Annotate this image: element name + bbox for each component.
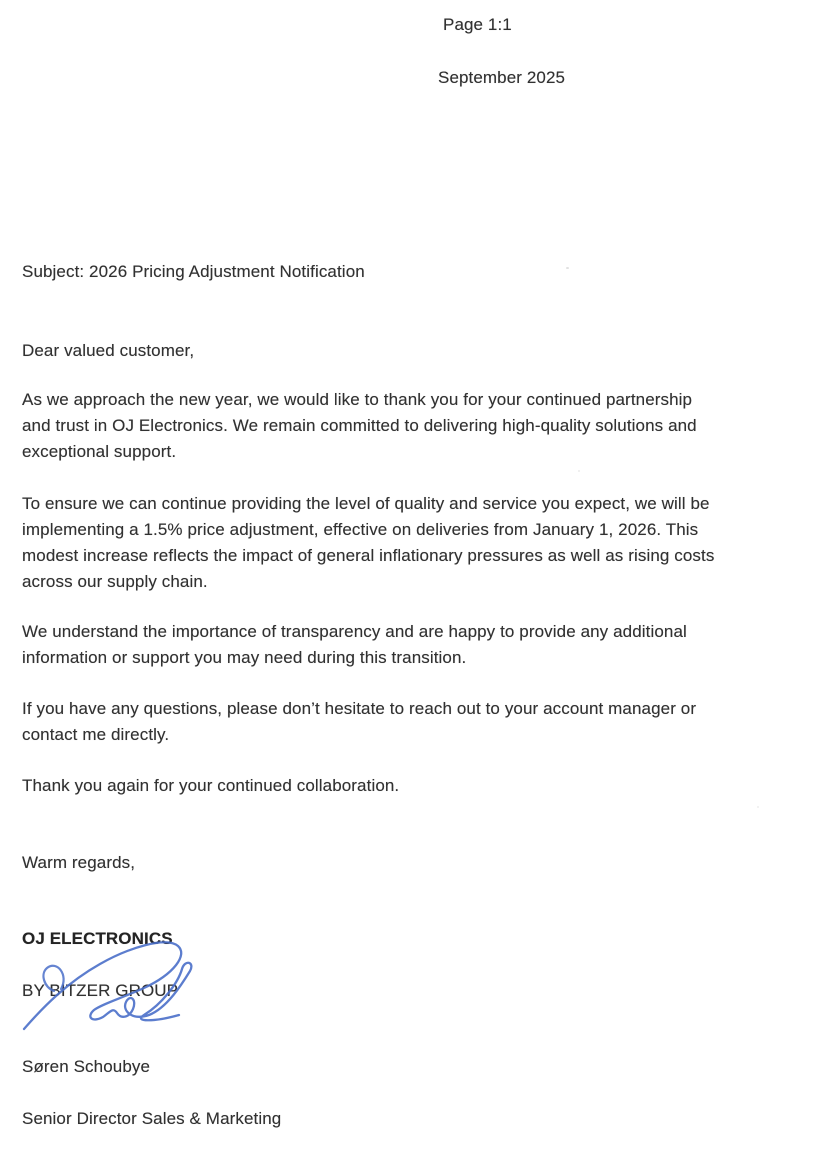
paragraph-questions: If you have any questions, please don’t hesitate to reach out to your account manager or contact me directly. (22, 699, 697, 744)
paragraph-transparency: We understand the importance of transparency and are happy to provide any additional information or support you may need during this transition. (22, 622, 687, 667)
letter-date: September 2025 (438, 68, 566, 87)
paragraph-price-adjustment: To ensure we can continue providing the level of quality and service you expect, we will be implementing a 1.5% price adjustment, effective on deliveries from January 1, 2026. This modest increase reflects the impact of general inflationary pressures as well as rising costs across our supply chain. (22, 494, 715, 591)
signature-curl-stroke (43, 966, 63, 991)
scan-artifact-speck (578, 470, 580, 472)
signer-title: Senior Director Sales & Marketing (22, 1109, 282, 1128)
page-indicator: Page 1:1 (443, 15, 512, 34)
paragraph-thanks: Thank you again for your continued collaboration. (22, 776, 400, 795)
scan-artifact-speck (566, 267, 569, 269)
paragraph-partnership: As we approach the new year, we would like to thank you for your continued partnership and trust in OJ Electronics. We remain committed to delivering high-quality solutions and exceptional support. (22, 390, 697, 461)
signer-block (22, 1028, 806, 1158)
company-subline: BY BITZER GROUP (22, 981, 179, 1000)
signer-name: Søren Schoubye (22, 1057, 151, 1076)
signature-main-stroke (24, 942, 191, 1029)
company-name: OJ ELECTRONICS (22, 929, 173, 948)
subject-line: Subject: 2026 Pricing Adjustment Notification (22, 262, 365, 281)
salutation: Dear valued customer, (22, 341, 195, 360)
scan-artifact-speck (757, 806, 759, 808)
closing-line: Warm regards, (22, 853, 136, 872)
